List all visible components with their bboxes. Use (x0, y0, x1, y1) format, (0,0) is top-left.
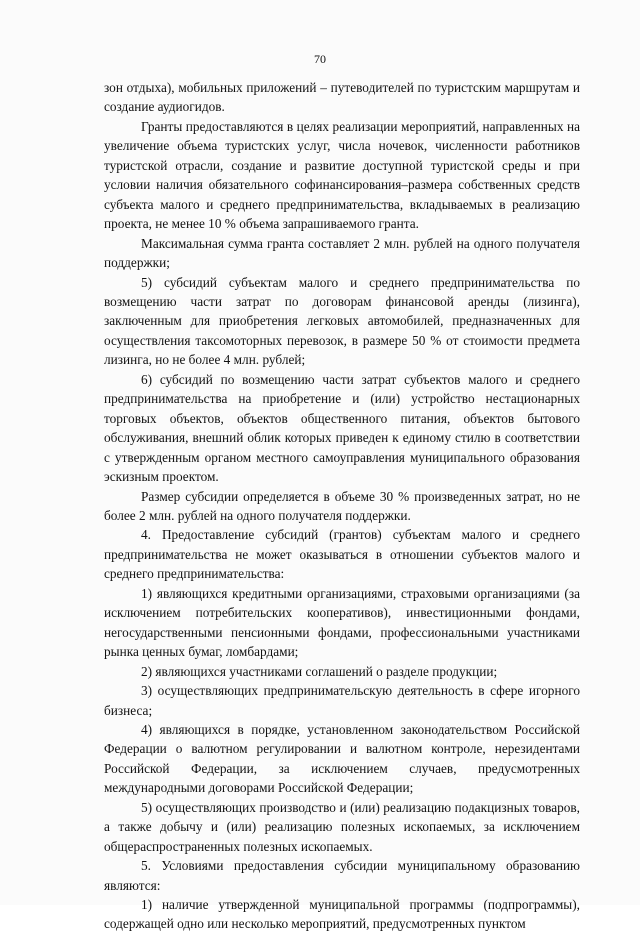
paragraph: 5. Условиями предоставления субсидии муниципальному образованию являются: (104, 858, 580, 893)
paragraph: 1) наличие утвержденной муниципальной программы (подпрограммы), содержащей одно или несколько мероприятий, предусмотренных пунктом (104, 897, 580, 932)
body-text (104, 78, 580, 934)
paragraph: 4) являющихся в порядке, установленном законодательством Российской Федерации о валютном регулировании и валютном контроле, нерезидентами Российской Федерации, за исключением случаев, предусмотренных международными договорами Российской Федерации; (104, 721, 580, 796)
paragraph: 6) субсидий по возмещению части затрат субъектов малого и среднего предпринимательства на приобретение и (или) устройство нестационарных торговых объектов, объектов общественного питания, объектов бытового обслуживания, внешний облик которых приведен к единому стилю в соответствии с утвержденным органом местного самоуправления муниципального образования эскизным проектом. (104, 371, 580, 485)
paragraph: 2) являющихся участниками соглашений о разделе продукции; (141, 663, 498, 679)
paragraph: Максимальная сумма гранта составляет 2 млн. рублей на одного получателя поддержки; (104, 235, 580, 271)
paragraph: Гранты предоставляются в целях реализации мероприятий, направленных на увеличение объема туристских услуг, числа ночевок, численности работников туристской отрасли, создание и развитие доступной туристской среды и при условии наличия обязательного софинансирования–размера собственных средств субъекта малого и среднего предпринимательства, вкладываемых в реализацию проекта, не менее 10 % объема запрашиваемого гранта. (104, 118, 580, 232)
page-number: 70 (314, 52, 326, 66)
paragraph: Размер субсидии определяется в объеме 30 % произведенных затрат, но не более 2 млн. рублей на одного получателя поддержки. (104, 488, 580, 523)
paragraph: 3) осуществляющих предпринимательскую деятельность в сфере игорного бизнеса; (104, 683, 580, 718)
paragraph: 1) являющихся кредитными организациями, страховыми организациями (за исключением потребительских кооперативов), инвестиционными фондами, негосударственными пенсионными фондами, профессиональными участниками рынка ценных бумаг, ломбардами; (104, 585, 580, 660)
paragraph: 5) осуществляющих производство и (или) реализацию подакцизных товаров, а также добычу и (или) реализацию полезных ископаемых, за исключением общераспространенных полезных ископаемых. (104, 799, 580, 854)
paragraph: 4. Предоставление субсидий (грантов) субъектам малого и среднего предпринимательства не может оказываться в отношении субъектов малого и среднего предпринимательства: (104, 527, 580, 582)
paragraph: 5) субсидий субъектам малого и среднего предпринимательства по возмещению части затрат по договорам финансовой аренды (лизинга), заключенным для приобретения легковых автомобилей, предназначенных для осуществления таксомоторных перевозок, в размере 50 % от стоимости предмета лизинга, но не более 4 млн. рублей; (104, 274, 580, 368)
paragraph: зон отдыха), мобильных приложений – путеводителей по туристским маршрутам и создание аудиогидов. (104, 80, 580, 115)
